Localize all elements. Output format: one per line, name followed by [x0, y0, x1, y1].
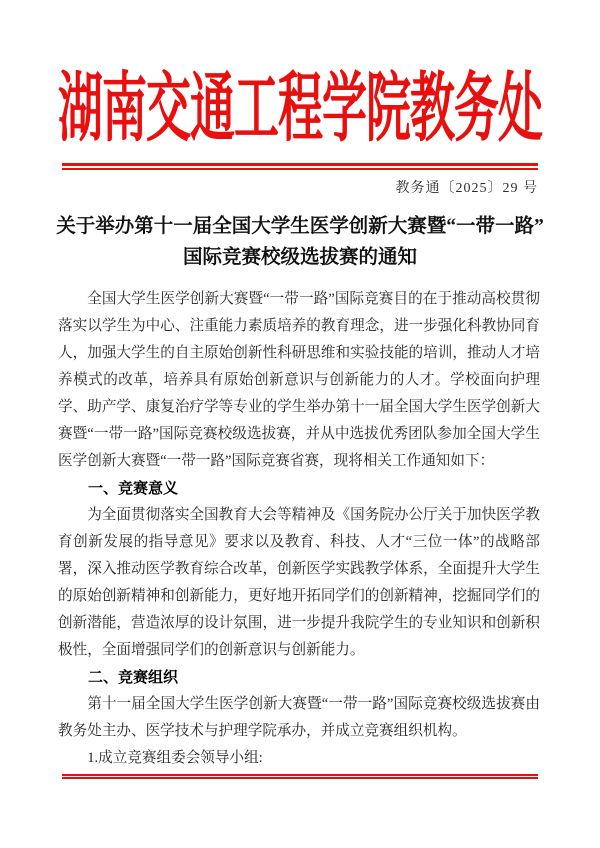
divider-thin-line: [62, 168, 538, 170]
divider-thin-line: [62, 777, 538, 779]
notice-title-line2: 国际竞赛校级选拔赛的通知: [182, 247, 417, 268]
body-paragraph-significance: 为全面贯彻落实全国教育大会等精神及《国务院办公厅关于加快医学教育创新发展的指导意见》要求以及教育、科技、人才“三位一体”的战略部署，深入推动医学教育综合改革，创新医学实践教学体系，全面提升大学生的原始创新精神和创新能力，更好地开拓同学们的创新精神，挖掘同学们的创新潜能，营造浓厚的设计氛围，进一步提升我院学生的专业知识和创新积极性，全面增强同学们的创新意识与创新能力。: [58, 507, 540, 658]
body-paragraph-intro: 全国大学生医学创新大赛暨“一带一路”国际竞赛目的在于推动高校贯彻落实以学生为中心、注重能力素质培养的教育理念，进一步强化科教协同育人，加强大学生的自主原始创新性科研思维和实验技能的培训，推动人才培养模式的改革，培养具有原始创新意识与创新能力的人才。学校面向护理学、助产学、康复治疗学等专业的学生举办第十一届全国大学生医学创新大赛暨“一带一路”国际竞赛校级选拔赛，并从中选拔优秀团队参加全国大学生医学创新大赛暨“一带一路”国际竞赛省赛，现将相关工作通知如下：: [58, 291, 540, 469]
section-heading-1: 一、竞赛意义: [88, 480, 179, 497]
body-paragraph-organization: 第十一届全国大学生医学创新大赛暨“一带一路”国际竞赛校级选拔赛由教务处主办、医学技术与护理学院承办，并成立竞赛组织机构。: [58, 696, 540, 739]
notice-title: [20, 211, 580, 273]
document-number: 教务通〔2025〕29 号: [395, 181, 538, 196]
section-heading-2: 二、竞赛组织: [88, 669, 179, 686]
letterhead-org-title: 湖南交通工程学院教务处: [57, 66, 542, 151]
letterhead: [0, 66, 600, 151]
footer-divider: [62, 774, 538, 779]
body-paragraph-committee: 1.成立竞赛组委会领导小组:: [87, 750, 263, 766]
notice-body: [58, 286, 540, 772]
notice-title-line1: 关于举办第十一届全国大学生医学创新大赛暨“一带一路”: [56, 216, 544, 237]
letterhead-divider: [62, 163, 538, 170]
